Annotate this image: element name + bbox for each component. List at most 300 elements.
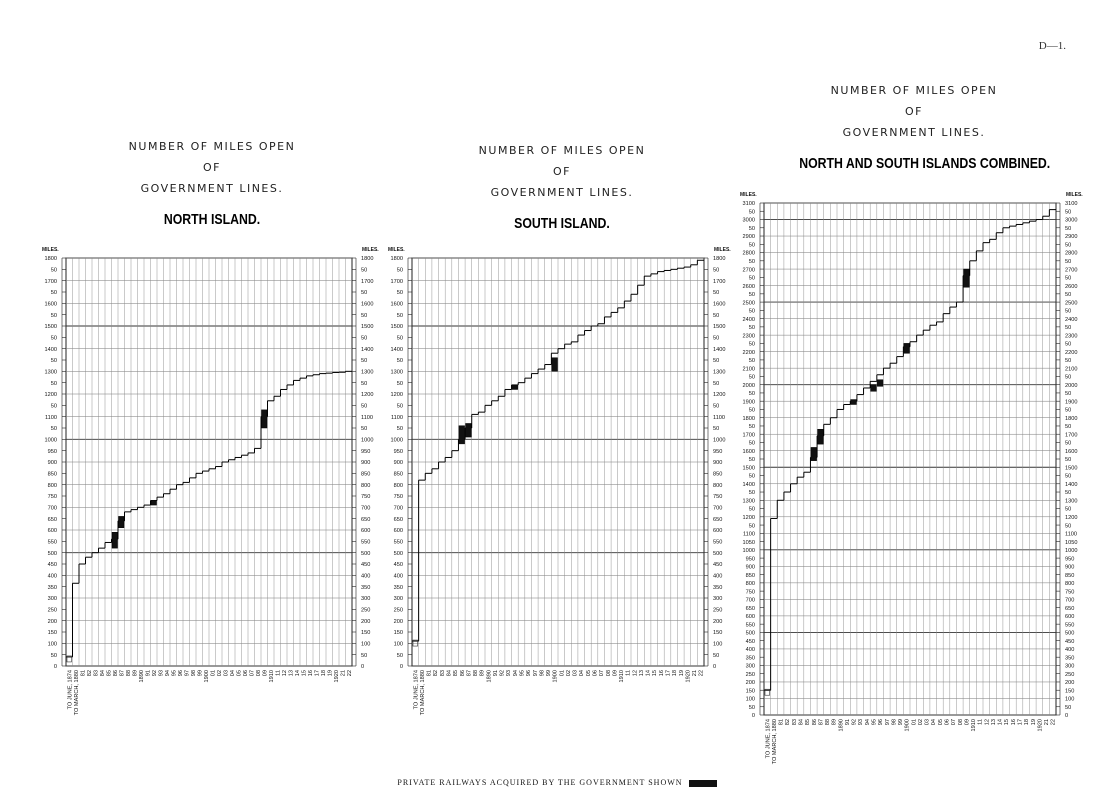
north-xtick-label: 88 bbox=[125, 670, 132, 677]
combined-xtick-label: 92 bbox=[851, 719, 858, 726]
north-ytick-label-right: 900 bbox=[361, 460, 371, 467]
south-xtick-label: 98 bbox=[539, 670, 546, 677]
combined-ytick-label-left: 2900 bbox=[742, 234, 755, 241]
south-ytick-label-left: 650 bbox=[393, 516, 403, 523]
combined-ytick-label-left: 900 bbox=[745, 564, 755, 571]
south-ytick-label-right: 650 bbox=[713, 516, 723, 523]
combined-ytick-label-left: 950 bbox=[745, 556, 755, 563]
south-xtick-label: 14 bbox=[645, 670, 652, 677]
combined-xtick-label: 11 bbox=[977, 719, 984, 725]
north-xtick-label: 04 bbox=[229, 670, 236, 677]
south-ytick-label-right: 50 bbox=[713, 652, 720, 659]
combined-ytick-label-right: 2600 bbox=[1065, 283, 1078, 290]
south-ytick-label-left: 50 bbox=[396, 267, 403, 274]
combined-ytick-label-left: 50 bbox=[748, 209, 755, 216]
combined-xtick-label: 06 bbox=[944, 719, 951, 726]
north-ytick-label-left: 450 bbox=[47, 562, 57, 569]
combined-ytick-label-right: 2700 bbox=[1065, 267, 1078, 274]
south-ylabel-left: MILES. bbox=[388, 247, 405, 253]
north-ytick-label-right: 800 bbox=[361, 482, 371, 489]
combined-ytick-label-left: 2600 bbox=[742, 283, 755, 290]
combined-ytick-label-left: 50 bbox=[748, 259, 755, 266]
combined-ytick-label-right: 50 bbox=[1065, 407, 1072, 414]
combined-ytick-label-left: 50 bbox=[748, 704, 755, 711]
north-xtick-label: 84 bbox=[99, 670, 106, 677]
combined-ytick-label-left: 3000 bbox=[742, 217, 755, 224]
combined-ytick-label-right: 50 bbox=[1065, 506, 1072, 513]
north-ytick-label-left: 1300 bbox=[44, 369, 57, 376]
combined-ytick-label-left: 1050 bbox=[742, 539, 755, 546]
south-ytick-label-right: 50 bbox=[713, 312, 720, 319]
combined-ytick-label-right: 650 bbox=[1065, 605, 1075, 612]
combined-ytick-label-left: 50 bbox=[748, 292, 755, 299]
combined-ytick-label-right: 1200 bbox=[1065, 515, 1078, 522]
north-ytick-label-left: 50 bbox=[50, 426, 57, 433]
combined-ytick-label-left: 200 bbox=[745, 680, 755, 687]
south-ytick-label-right: 50 bbox=[713, 403, 720, 410]
south-xtick-label: 06 bbox=[592, 670, 599, 677]
north-xtick-label: 15 bbox=[301, 670, 308, 677]
north-xtick-label: 94 bbox=[164, 670, 171, 677]
north-ytick-label-left: 750 bbox=[47, 494, 57, 501]
north-ytick-label-right: 50 bbox=[361, 652, 368, 659]
combined-ytick-label-right: 50 bbox=[1065, 259, 1072, 266]
combined-ytick-label-right: 1800 bbox=[1065, 415, 1078, 422]
south-ylabel-right: MILES. bbox=[714, 247, 731, 253]
combined-ytick-label-right: 2400 bbox=[1065, 316, 1078, 323]
south-ytick-label-left: 750 bbox=[393, 494, 403, 501]
combined-ytick-label-left: 2200 bbox=[742, 349, 755, 356]
combined-ytick-label-left: 1700 bbox=[742, 432, 755, 439]
combined-ytick-label-right: 700 bbox=[1065, 597, 1075, 604]
north-xtick-label: 19 bbox=[327, 670, 334, 677]
north-ytick-label-left: 800 bbox=[47, 482, 57, 489]
north-ytick-label-left: 50 bbox=[50, 267, 57, 274]
north-ytick-label-left: 550 bbox=[47, 539, 57, 546]
north-xtick-label: 08 bbox=[255, 670, 262, 677]
south-ytick-label-left: 1300 bbox=[390, 369, 403, 376]
combined-ytick-label-right: 50 bbox=[1065, 374, 1072, 381]
south-xtick-label: 18 bbox=[672, 670, 679, 677]
combined-ytick-label-left: 50 bbox=[748, 407, 755, 414]
north-ytick-label-left: 50 bbox=[50, 380, 57, 387]
combined-ytick-label-left: 750 bbox=[745, 589, 755, 596]
south-xtick-label: TO JUNE, 1874 bbox=[413, 670, 420, 710]
combined-ytick-label-right: 1900 bbox=[1065, 399, 1078, 406]
north-ytick-label-left: 1800 bbox=[44, 256, 57, 263]
combined-ytick-label-right: 50 bbox=[1065, 523, 1072, 530]
south-xtick-label: 96 bbox=[526, 670, 533, 677]
combined-ytick-label-left: 50 bbox=[748, 358, 755, 365]
combined-ytick-label-left: 50 bbox=[748, 506, 755, 513]
combined-ytick-label-left: 50 bbox=[748, 391, 755, 398]
south-ytick-label-right: 1300 bbox=[713, 369, 726, 376]
north-ytick-label-right: 100 bbox=[361, 641, 371, 648]
north-ylabel-left: MILES. bbox=[42, 247, 59, 253]
north-ytick-label-left: 500 bbox=[47, 550, 57, 557]
south-xtick-label: 1890 bbox=[486, 670, 493, 683]
combined-ytick-label-right: 50 bbox=[1065, 490, 1072, 497]
combined-chart bbox=[740, 192, 1083, 764]
combined-acquired-block bbox=[811, 447, 817, 460]
north-ytick-label-right: 50 bbox=[361, 403, 368, 410]
north-ytick-label-right: 450 bbox=[361, 562, 371, 569]
combined-ytick-label-right: 200 bbox=[1065, 680, 1075, 687]
north-ytick-label-left: 400 bbox=[47, 573, 57, 580]
south-xtick-label: 1900 bbox=[552, 670, 559, 683]
south-xtick-label: 04 bbox=[579, 670, 586, 677]
combined-xtick-label: 01 bbox=[911, 719, 918, 726]
south-ytick-label-right: 800 bbox=[713, 482, 723, 489]
north-xtick-label: 06 bbox=[242, 670, 249, 677]
south-ytick-label-left: 200 bbox=[393, 618, 403, 625]
north-ytick-label-right: 750 bbox=[361, 494, 371, 501]
combined-ytick-label-right: 50 bbox=[1065, 308, 1072, 315]
south-ytick-label-right: 50 bbox=[713, 358, 720, 365]
combined-xtick-label: TO MARCH, 1880 bbox=[771, 719, 778, 765]
north-ytick-label-right: 1100 bbox=[361, 414, 374, 421]
combined-acquired-block bbox=[871, 385, 877, 392]
combined-ytick-label-right: 500 bbox=[1065, 630, 1075, 637]
combined-xtick-label: 85 bbox=[805, 719, 812, 726]
south-xtick-label: 87 bbox=[466, 670, 473, 677]
south-xtick-label: 88 bbox=[473, 670, 480, 677]
combined-ytick-label-right: 1700 bbox=[1065, 432, 1078, 439]
north-ytick-label-right: 1700 bbox=[361, 278, 374, 285]
combined-ytick-label-right: 1300 bbox=[1065, 498, 1078, 505]
south-ytick-label-left: 550 bbox=[393, 539, 403, 546]
south-ytick-label-left: 1100 bbox=[390, 414, 403, 421]
north-xtick-label: 95 bbox=[171, 670, 178, 677]
north-ytick-label-right: 400 bbox=[361, 573, 371, 580]
combined-ytick-label-left: 650 bbox=[745, 605, 755, 612]
north-xtick-label: 1910 bbox=[268, 670, 275, 683]
south-ytick-label-right: 450 bbox=[713, 562, 723, 569]
combined-xtick-label: 1920 bbox=[1037, 719, 1044, 732]
south-xtick-label: 03 bbox=[572, 670, 579, 677]
south-ytick-label-left: 800 bbox=[393, 482, 403, 489]
north-ytick-label-right: 300 bbox=[361, 596, 371, 603]
north-ytick-label-left: 1500 bbox=[44, 324, 57, 331]
north-ytick-label-right: 600 bbox=[361, 528, 371, 535]
combined-ytick-label-left: 50 bbox=[748, 242, 755, 249]
combined-ytick-label-right: 1600 bbox=[1065, 448, 1078, 455]
south-ytick-label-left: 50 bbox=[396, 335, 403, 342]
south-xtick-label: 1910 bbox=[619, 670, 626, 683]
south-xtick-label: 17 bbox=[665, 670, 672, 677]
combined-xtick-label: 88 bbox=[825, 719, 832, 726]
south-ytick-label-left: 1000 bbox=[390, 437, 403, 444]
south-island-subtitle: SOUTH ISLAND. bbox=[514, 215, 610, 232]
south-xtick-label: 09 bbox=[612, 670, 619, 677]
combined-ytick-label-left: 50 bbox=[748, 473, 755, 480]
north-ytick-label-right: 150 bbox=[361, 630, 371, 637]
combined-ytick-label-left: 2500 bbox=[742, 300, 755, 307]
south-ytick-label-right: 50 bbox=[713, 426, 720, 433]
combined-ytick-label-left: 1300 bbox=[742, 498, 755, 505]
north-ytick-label-left: 50 bbox=[50, 358, 57, 365]
north-ytick-label-right: 1200 bbox=[361, 392, 374, 399]
north-xtick-label: 89 bbox=[132, 670, 139, 677]
combined-title-line-3: GOVERNMENT LINES. bbox=[842, 126, 986, 139]
south-ytick-label-right: 250 bbox=[713, 607, 723, 614]
south-ytick-label-left: 50 bbox=[396, 652, 403, 659]
north-xtick-label: 18 bbox=[320, 670, 327, 677]
south-ytick-label-right: 950 bbox=[713, 448, 723, 455]
north-ytick-label-left: 150 bbox=[47, 630, 57, 637]
south-ytick-label-left: 400 bbox=[393, 573, 403, 580]
north-ytick-label-right: 1600 bbox=[361, 301, 374, 308]
combined-xtick-label: 19 bbox=[1030, 719, 1037, 726]
combined-ytick-label-right: 50 bbox=[1065, 292, 1072, 299]
south-xtick-label: 1920 bbox=[685, 670, 692, 683]
north-xtick-label: 03 bbox=[223, 670, 230, 677]
north-xtick-label: 02 bbox=[216, 670, 223, 677]
north-xtick-label: 07 bbox=[249, 670, 256, 677]
south-ytick-label-right: 350 bbox=[713, 584, 723, 591]
south-xtick-label: 84 bbox=[446, 670, 453, 677]
south-ytick-label-left: 950 bbox=[393, 448, 403, 455]
south-ytick-label-left: 1400 bbox=[390, 346, 403, 353]
south-ytick-label-left: 150 bbox=[393, 630, 403, 637]
south-xtick-label: 82 bbox=[433, 670, 440, 677]
combined-xtick-label: 87 bbox=[818, 719, 825, 726]
south-ytick-label-right: 1400 bbox=[713, 346, 726, 353]
south-ytick-label-right: 1100 bbox=[713, 414, 726, 421]
north-xtick-label: 16 bbox=[307, 670, 314, 677]
north-ytick-label-right: 500 bbox=[361, 550, 371, 557]
combined-xtick-label: 1910 bbox=[971, 719, 978, 732]
south-xtick-label: 93 bbox=[506, 670, 513, 677]
south-xtick-label: 85 bbox=[453, 670, 460, 677]
combined-ytick-label-right: 750 bbox=[1065, 589, 1075, 596]
south-xtick-label: 21 bbox=[692, 670, 699, 677]
south-ytick-label-right: 50 bbox=[713, 380, 720, 387]
south-ytick-label-left: 100 bbox=[393, 641, 403, 648]
north-ytick-label-left: 1100 bbox=[44, 414, 57, 421]
south-ytick-label-left: 1600 bbox=[390, 301, 403, 308]
combined-xtick-label: 05 bbox=[937, 719, 944, 726]
south-xtick-label: 07 bbox=[599, 670, 606, 677]
combined-xtick-label: 95 bbox=[871, 719, 878, 726]
combined-xtick-label: 1890 bbox=[838, 719, 845, 732]
north-acquired-block bbox=[262, 410, 268, 428]
north-xtick-label: 13 bbox=[288, 670, 295, 677]
combined-ytick-label-right: 600 bbox=[1065, 614, 1075, 621]
south-xtick-label: 12 bbox=[632, 670, 639, 677]
acquired-legend-swatch bbox=[689, 780, 717, 787]
combined-ylabel-right: MILES. bbox=[1066, 192, 1083, 198]
combined-xtick-label: 98 bbox=[891, 719, 898, 726]
combined-ytick-label-right: 150 bbox=[1065, 688, 1075, 695]
combined-ytick-label-left: 50 bbox=[748, 523, 755, 530]
combined-xtick-label: 14 bbox=[997, 719, 1004, 726]
combined-ytick-label-right: 1100 bbox=[1065, 531, 1078, 538]
combined-ytick-label-left: 50 bbox=[748, 440, 755, 447]
south-xtick-label: 11 bbox=[625, 670, 632, 676]
south-ytick-label-right: 1200 bbox=[713, 392, 726, 399]
combined-ytick-label-right: 2100 bbox=[1065, 366, 1078, 373]
north-ytick-label-right: 1500 bbox=[361, 324, 374, 331]
south-ytick-label-right: 850 bbox=[713, 471, 723, 478]
combined-ytick-label-left: 50 bbox=[748, 325, 755, 332]
combined-xtick-label: 86 bbox=[811, 719, 818, 726]
combined-ytick-label-right: 1400 bbox=[1065, 481, 1078, 488]
combined-ytick-label-right: 450 bbox=[1065, 638, 1075, 645]
south-ytick-label-left: 300 bbox=[393, 596, 403, 603]
combined-acquired-block bbox=[877, 380, 883, 387]
combined-ytick-label-right: 3000 bbox=[1065, 217, 1078, 224]
combined-xtick-label: 97 bbox=[884, 719, 891, 726]
south-ytick-label-right: 1700 bbox=[713, 278, 726, 285]
combined-ytick-label-right: 400 bbox=[1065, 647, 1075, 654]
south-xtick-label: 91 bbox=[492, 670, 499, 677]
south-xtick-label: 99 bbox=[546, 670, 553, 677]
north-xtick-label: 05 bbox=[236, 670, 243, 677]
combined-ytick-label-left: 2400 bbox=[742, 316, 755, 323]
south-ytick-label-right: 50 bbox=[713, 267, 720, 274]
south-ytick-label-right: 1600 bbox=[713, 301, 726, 308]
north-ytick-label-left: 0 bbox=[53, 664, 57, 671]
combined-ytick-label-right: 2300 bbox=[1065, 333, 1078, 340]
combined-acquired-block bbox=[818, 429, 824, 444]
south-ytick-label-left: 50 bbox=[396, 426, 403, 433]
south-xtick-label: 92 bbox=[499, 670, 506, 677]
combined-ytick-label-left: 150 bbox=[745, 688, 755, 695]
combined-ytick-label-left: 1800 bbox=[742, 415, 755, 422]
combined-ytick-label-left: 2000 bbox=[742, 382, 755, 389]
combined-ytick-label-right: 1500 bbox=[1065, 465, 1078, 472]
north-ytick-label-left: 350 bbox=[47, 584, 57, 591]
combined-ytick-label-left: 800 bbox=[745, 581, 755, 588]
north-xtick-label: 01 bbox=[210, 670, 217, 677]
south-ytick-label-right: 1800 bbox=[713, 256, 726, 263]
combined-xtick-label: 13 bbox=[990, 719, 997, 726]
combined-ytick-label-left: 1500 bbox=[742, 465, 755, 472]
north-ytick-label-right: 1300 bbox=[361, 369, 374, 376]
combined-ytick-label-right: 50 bbox=[1065, 275, 1072, 282]
south-xtick-label: 97 bbox=[532, 670, 539, 677]
south-ytick-label-right: 50 bbox=[713, 335, 720, 342]
south-ytick-label-left: 50 bbox=[396, 312, 403, 319]
north-ytick-label-right: 50 bbox=[361, 290, 368, 297]
combined-ytick-label-left: 1000 bbox=[742, 548, 755, 555]
north-xtick-label: 1900 bbox=[203, 670, 210, 683]
combined-ytick-label-left: 50 bbox=[748, 490, 755, 497]
north-ytick-label-left: 950 bbox=[47, 448, 57, 455]
north-ytick-label-left: 850 bbox=[47, 471, 57, 478]
north-chart bbox=[42, 247, 379, 715]
north-ytick-label-right: 650 bbox=[361, 516, 371, 523]
north-xtick-label: 86 bbox=[112, 670, 119, 677]
combined-xtick-label: 04 bbox=[931, 719, 938, 726]
north-ytick-label-left: 50 bbox=[50, 335, 57, 342]
combined-ytick-label-left: 50 bbox=[748, 308, 755, 315]
south-acquired-block bbox=[466, 423, 472, 437]
north-ytick-label-right: 50 bbox=[361, 312, 368, 319]
south-xtick-label: 86 bbox=[459, 670, 466, 677]
combined-title-line-2: OF bbox=[905, 105, 923, 118]
combined-ytick-label-right: 3100 bbox=[1065, 201, 1078, 208]
north-title-line-3: GOVERNMENT LINES. bbox=[140, 182, 284, 195]
combined-ytick-label-right: 850 bbox=[1065, 572, 1075, 579]
combined-ytick-label-right: 2000 bbox=[1065, 382, 1078, 389]
north-ylabel-right: MILES. bbox=[362, 247, 379, 253]
north-xtick-label: 81 bbox=[80, 670, 87, 677]
combined-xtick-label: 17 bbox=[1017, 719, 1024, 726]
combined-ytick-label-right: 50 bbox=[1065, 440, 1072, 447]
south-ytick-label-right: 1500 bbox=[713, 324, 726, 331]
combined-ytick-label-left: 50 bbox=[748, 374, 755, 381]
combined-ytick-label-left: 1200 bbox=[742, 515, 755, 522]
combined-ytick-label-right: 350 bbox=[1065, 655, 1075, 662]
combined-title-line-1: NUMBER OF MILES OPEN bbox=[830, 84, 998, 97]
south-ytick-label-left: 900 bbox=[393, 460, 403, 467]
combined-acquired-block bbox=[904, 343, 910, 353]
north-ytick-label-left: 650 bbox=[47, 516, 57, 523]
combined-xtick-label: 82 bbox=[785, 719, 792, 726]
north-ytick-label-right: 1800 bbox=[361, 256, 374, 263]
north-xtick-label: 97 bbox=[184, 670, 191, 677]
north-ytick-label-left: 900 bbox=[47, 460, 57, 467]
south-acquired-block bbox=[512, 385, 518, 390]
south-ytick-label-left: 1800 bbox=[390, 256, 403, 263]
north-ytick-label-left: 50 bbox=[50, 312, 57, 319]
north-xtick-label: 98 bbox=[190, 670, 197, 677]
combined-ytick-label-left: 3100 bbox=[742, 201, 755, 208]
combined-xtick-label: 81 bbox=[778, 719, 785, 726]
north-xtick-label: 21 bbox=[340, 670, 347, 677]
combined-ytick-label-right: 50 bbox=[1065, 325, 1072, 332]
south-ytick-label-left: 50 bbox=[396, 380, 403, 387]
south-xtick-label: 19 bbox=[678, 670, 685, 677]
north-ytick-label-right: 50 bbox=[361, 426, 368, 433]
south-ytick-label-right: 200 bbox=[713, 618, 723, 625]
combined-ytick-label-left: 2300 bbox=[742, 333, 755, 340]
combined-ytick-label-left: 50 bbox=[748, 457, 755, 464]
combined-ytick-label-left: 1600 bbox=[742, 448, 755, 455]
combined-ytick-label-right: 50 bbox=[1065, 457, 1072, 464]
north-island-subtitle: NORTH ISLAND. bbox=[163, 211, 261, 228]
north-xtick-label: 22 bbox=[346, 670, 353, 677]
combined-ytick-label-left: 2700 bbox=[742, 267, 755, 274]
combined-xtick-label: 03 bbox=[924, 719, 931, 726]
combined-subtitle: NORTH AND SOUTH ISLANDS COMBINED. bbox=[799, 155, 1051, 172]
combined-ytick-label-left: 50 bbox=[748, 225, 755, 232]
combined-ytick-label-left: 50 bbox=[748, 275, 755, 282]
north-ytick-label-right: 550 bbox=[361, 539, 371, 546]
combined-ytick-label-right: 2200 bbox=[1065, 349, 1078, 356]
south-ytick-label-right: 600 bbox=[713, 528, 723, 535]
south-title-line-2: OF bbox=[553, 165, 571, 178]
north-ytick-label-right: 200 bbox=[361, 618, 371, 625]
south-ytick-label-right: 150 bbox=[713, 630, 723, 637]
north-acquired-block bbox=[151, 501, 157, 506]
south-xtick-label: 83 bbox=[439, 670, 446, 677]
south-xtick-label: 01 bbox=[559, 670, 566, 677]
north-title-line-1: NUMBER OF MILES OPEN bbox=[128, 140, 296, 153]
combined-xtick-label: 89 bbox=[831, 719, 838, 726]
south-ytick-label-left: 50 bbox=[396, 358, 403, 365]
south-ytick-label-right: 750 bbox=[713, 494, 723, 501]
north-ytick-label-right: 50 bbox=[361, 358, 368, 365]
north-ytick-label-left: 100 bbox=[47, 641, 57, 648]
north-ytick-label-left: 1700 bbox=[44, 278, 57, 285]
combined-xtick-label: 07 bbox=[951, 719, 958, 726]
footer-legend-text: PRIVATE RAILWAYS ACQUIRED BY THE GOVERNMENT SHOWN bbox=[397, 778, 683, 787]
combined-ytick-label-right: 1000 bbox=[1065, 548, 1078, 555]
south-ytick-label-left: 250 bbox=[393, 607, 403, 614]
